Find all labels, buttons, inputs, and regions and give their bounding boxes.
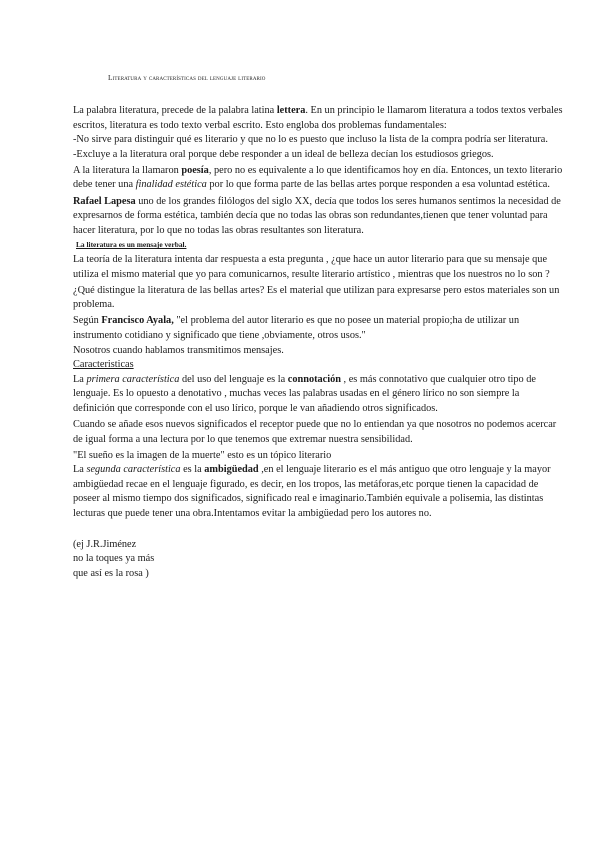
bold-term: lettera — [276, 105, 306, 116]
paragraph-receptor: Cuando se añade esos nuevos significados el receptor puede que no lo entiendan ya que nosotros no podemos acercar de igual forma a una lectura por lo que tenemos que extremar nuestra sensibilidad. — [73, 418, 557, 445]
paragraph-ayala — [73, 314, 563, 343]
bold-term: ambigüedad — [204, 464, 259, 476]
text: La palabra literatura, precede de la palabra latina — [73, 105, 277, 116]
text: , es más connotativo que cualquier otro tipo de lenguaje. Es lo opuesto a denotativo , muchas veces las palabras usadas en el género lírico no son siempre la definición que corresponde con el uso lírico, porque le van añadiendo otros significados. — [73, 373, 537, 414]
paragraph-ambiguedad — [73, 463, 563, 521]
text: La — [73, 373, 87, 385]
italic-term: segunda característica — [86, 464, 181, 476]
text: , pero no es equivalente a lo que identificamos hoy en día. Entonces, un texto literario debe tener una — [73, 164, 563, 191]
text: es la — [180, 464, 205, 476]
italic-term: finalidad estética — [135, 179, 207, 191]
text: ,en el lenguaje literario es el más antiguo que otro lenguaje y la mayor ambigüedad recae en el lenguaje figurado, es decir, en los tropos, las metáforas,etc porque tienen la capacidad de poseer al mismo tiempo dos significados, significado real e imaginario.También equivale a polisemia, las distintas lecturas que puede tener una obra.Intentamos evitar la ambigüedad pero los autores no. — [73, 464, 551, 520]
heading-caracteristicas — [73, 358, 563, 373]
text: La — [73, 464, 87, 476]
text: uno de los grandes filólogos del siglo XX, decía que todos los seres humanos sentimos la necesidad de expresarnos de forma estética, también decía que no todas las obras son redundantes,tienen que tener voluntad para hacer literatura, por lo que no todas las obras resultantes son literatura. — [73, 195, 561, 236]
paragraph-bellas-artes: ¿Qué distingue la literatura de las bellas artes? Es el material que utilizan para expresarse pero estos materiales son un problema. — [73, 284, 560, 311]
subheading-mensaje-verbal — [73, 238, 563, 253]
heading-text: Caracteristicas — [73, 359, 134, 371]
italic-term: primera característica — [86, 373, 180, 385]
paragraph-topico: "El sueño es la imagen de la muerte" esto es un tópico literario — [73, 449, 332, 461]
text: del uso del lenguaje es la — [179, 373, 288, 385]
bold-term: connotación — [287, 373, 341, 385]
paragraph-poesia — [73, 164, 563, 193]
quote-line: (ej J.R.Jiménez — [73, 538, 137, 550]
quote-line: que así es la rosa ) — [73, 567, 149, 579]
bold-term: poesía — [181, 164, 209, 176]
text: . En un principio le llamarom literatura a todos textos verbales escritos, literatura es todo texto verbal escrito. Esto engloba dos problemas fundamentales: — [73, 105, 563, 131]
bold-name: Rafael Lapesa — [73, 195, 136, 207]
blank-line — [73, 522, 563, 537]
text: por lo que forma parte de las bellas artes porque responden a esa voluntad estética. — [206, 179, 550, 191]
paragraph-teoria: La teoría de la literatura intenta dar respuesta a esta pregunta , ¿que hace un autor literario para que su mensaje que utiliza el mismo material que yo para comunicarnos, resulte literario artístico , mientras que los nuestros no lo son ? — [73, 253, 550, 280]
paragraph-mensajes: Nosotros cuando hablamos transmitimos mensajes. — [73, 344, 284, 356]
paragraph-lapesa — [73, 195, 563, 239]
paragraph-problem-2: -Excluye a la literatura oral porque debe responder a un ideal de belleza decían los estudiosos griegos. — [73, 148, 494, 160]
document-title: Literatura y características del lenguaje literario — [108, 73, 266, 82]
quote-line: no la toques ya más — [73, 553, 155, 565]
paragraph-connotacion — [73, 373, 563, 417]
document-body — [73, 104, 563, 582]
subheading-text: La literatura es un mensaje verbal. — [76, 240, 187, 250]
paragraph-intro — [73, 104, 563, 133]
text: A la literatura la llamaron — [73, 164, 182, 176]
bold-name: Francisco Ayala, — [101, 315, 174, 327]
text: "el problema del autor literario es que no posee un material propio;ha de utilizar un instrumento cotidiano y significado que tiene ,obviamente, otros usos." — [73, 315, 520, 341]
text: Según — [73, 315, 102, 327]
paragraph-problem-1: -No sirve para distinguir qué es literario y que no lo es puesto que incluso la lista de la compra podría ser literatura. — [73, 134, 548, 146]
